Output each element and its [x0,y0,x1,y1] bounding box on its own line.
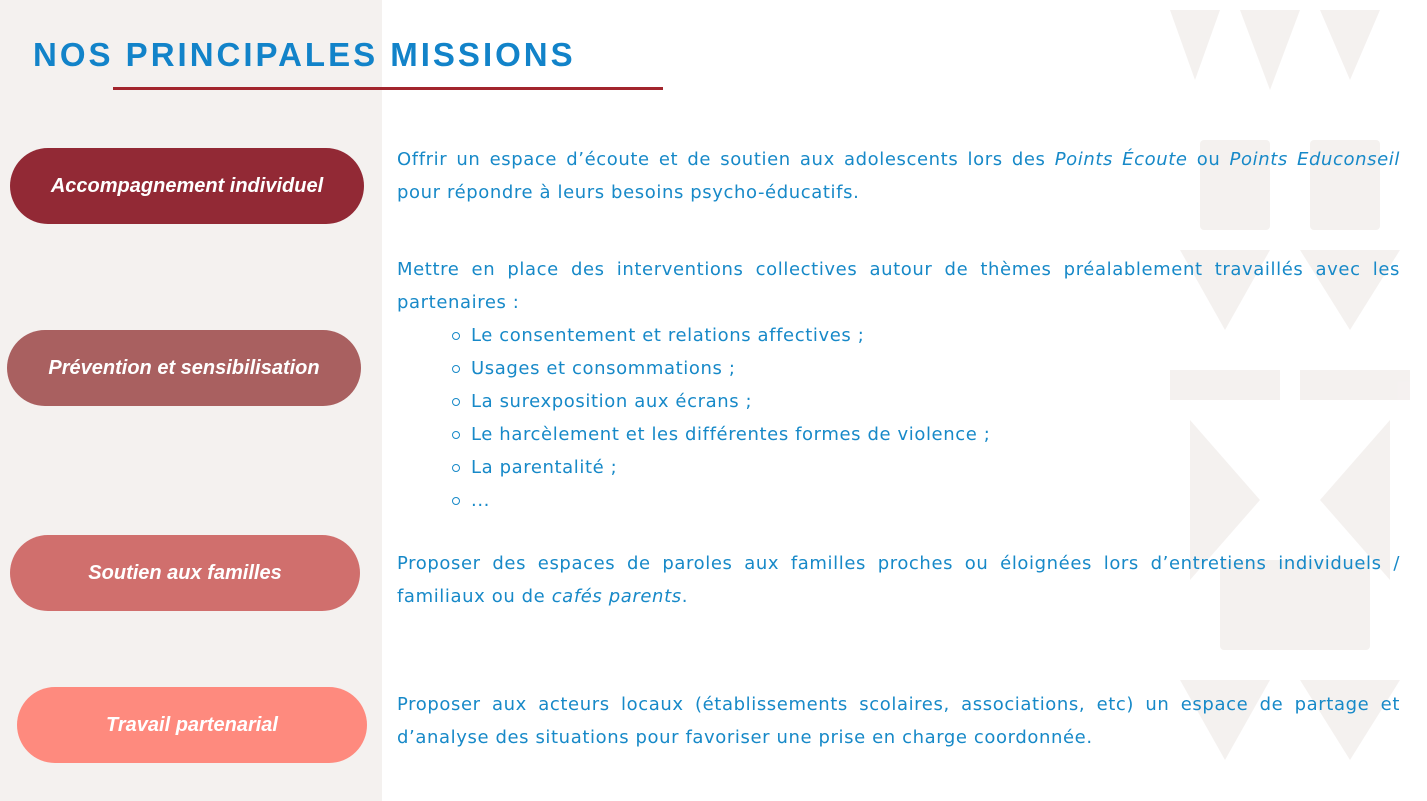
mission-4-description: Proposer aux acteurs locaux (établissements scolaires, associations, etc) un espace de partage et d’analyse des situations pour favoriser une prise en charge coordonnée. [397,694,1400,748]
text-run: Proposer des espaces de paroles aux familles proches ou éloignées lors d’entretiens individuels / familiaux ou de [397,553,1400,607]
pill-label: Prévention et sensibilisation [48,356,320,379]
pill-label: Accompagnement individuel [50,174,324,197]
mission-2-intro: Mettre en place des interventions collectives autour de thèmes préalablement travaillés avec les partenaires : [397,259,1400,313]
pill-label: Travail partenarial [106,713,278,736]
list-item: La parentalité ; [449,451,1400,484]
text-run: ou [1187,149,1230,170]
title-underline [113,87,663,90]
list-item: ... [449,484,1400,517]
list-item: Le harcèlement et les différentes formes de violence ; [449,418,1400,451]
pill-soutien-familles [10,535,360,611]
text-run: pour répondre à leurs besoins psycho-éducatifs. [397,182,860,203]
list-item: Le consentement et relations affectives ; [449,319,1400,352]
page-title: NOS PRINCIPALES MISSIONS [33,36,576,73]
text-run: Offrir un espace d’écoute et de soutien aux adolescents lors des [397,149,1055,170]
text-run: . [681,586,689,607]
mission-3-description [397,547,1400,613]
text-emphasis: cafés parents [551,586,682,607]
pill-accompagnement-individuel [10,148,364,224]
mission-2-description [397,253,1400,517]
mission-1-description [397,143,1400,209]
list-item: Usages et consommations ; [449,352,1400,385]
list-item: La surexposition aux écrans ; [449,385,1400,418]
text-emphasis: Points Écoute [1054,149,1188,170]
pill-travail-partenarial [17,687,367,763]
pill-label: Soutien aux familles [88,561,282,584]
theme-list [449,319,1400,517]
pill-prevention-sensibilisation [7,330,361,406]
text-emphasis: Points Educonseil [1229,149,1401,170]
